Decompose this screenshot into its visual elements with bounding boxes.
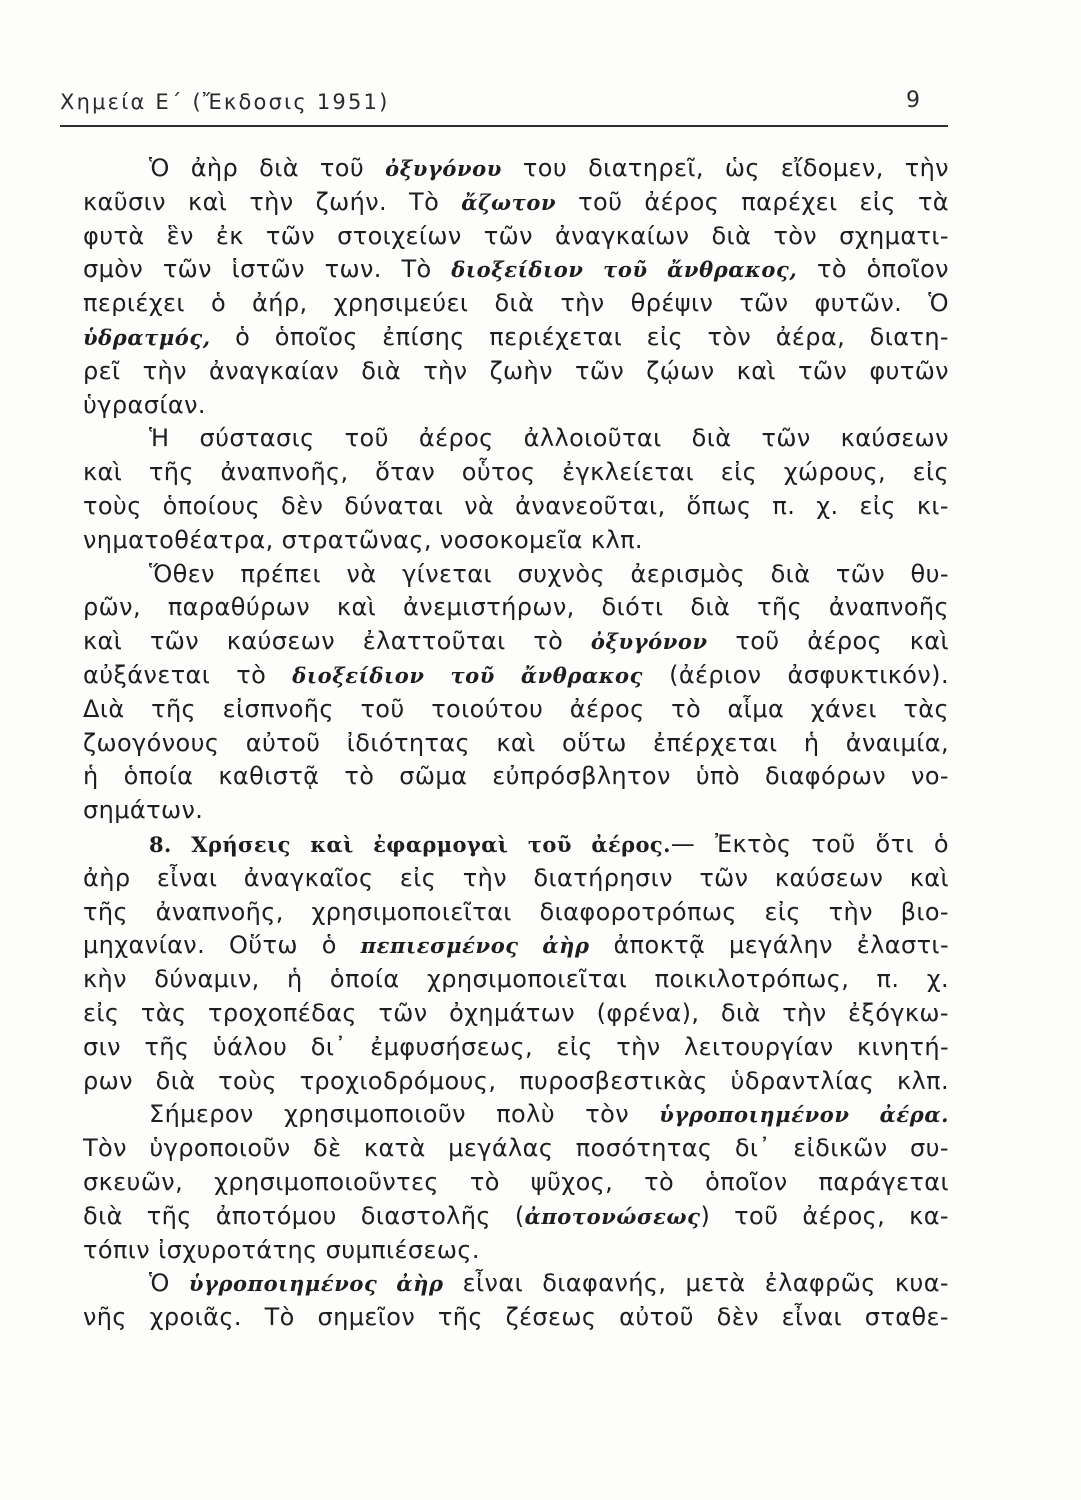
emphasized-term: ὀξυγόνον (590, 629, 708, 655)
text-line (83, 490, 949, 524)
text-segment: καὶ τῆς ἀναπνοῆς, ὅταν οὗτος ἐγκλείεται εἰς χώρους, εἰς (83, 458, 949, 487)
running-header (60, 88, 948, 128)
text-line (83, 321, 949, 355)
text-segment: Ὁ ἀὴρ διὰ τοῦ (149, 154, 386, 182)
text-segment: ἀὴρ εἶναι ἀναγκαῖος εἰς τὴν διατήρησιν τῶν καύσεων καὶ (83, 863, 949, 892)
text-segment: σκευῶν, χρησιμοποιοῦντες τὸ ψῦχος, τὸ ὁποῖον παράγεται (83, 1167, 949, 1196)
text-segment: καὶ τῶν καύσεων ἐλαττοῦται τὸ (83, 627, 591, 656)
text-segment: αὐξάνεται τὸ (83, 660, 293, 689)
text-segment: Διὰ τῆς εἰσπνοῆς τοῦ τοιούτου ἀέρος τὸ αἷμα χάνει τὰς (83, 694, 949, 723)
text-segment: ζωογόνους αὐτοῦ ἰδιότητας καὶ οὕτω ἐπέρχεται ἡ ἀναιμία, (83, 728, 949, 757)
emphasized-term: διοξείδιον τοῦ ἄνθρακος, (451, 257, 798, 283)
emphasized-term: ὑγροποιημένος ἀὴρ (188, 1271, 444, 1297)
page-number: 9 (906, 88, 920, 113)
text-line (83, 287, 949, 321)
text-line (83, 625, 949, 659)
text-line (83, 1200, 949, 1234)
text-line (83, 422, 949, 456)
text-line (83, 659, 949, 693)
section-heading: 8. Χρήσεις καὶ ἐφαρμογαὶ τοῦ ἀέρος. (149, 831, 671, 857)
text-segment: εἰς τὰς τροχοπέδας τῶν ὀχημάτων (φρένα), διὰ τὴν ἐξόγκω- (83, 998, 949, 1027)
emphasized-term: διοξείδιον τοῦ ἄνθρακος (292, 662, 644, 688)
text-line (83, 963, 949, 997)
text-segment: κὴν δύναμιν, ἡ ὁποία χρησιμοποιεῖται ποικιλοτρόπως, π. χ. (83, 965, 949, 994)
text-line (83, 896, 949, 930)
text-segment: διὰ τῆς ἀποτόμου διαστολῆς ( (83, 1201, 525, 1230)
text-line (83, 456, 949, 490)
emphasized-term: πεπιεσμένος ἀὴρ (360, 933, 590, 959)
text-segment: μηχανίαν. Οὕτω ὁ (83, 931, 361, 960)
text-segment: ὑγρασίαν. (83, 390, 206, 419)
text-line (83, 828, 949, 862)
text-line (83, 1065, 949, 1099)
text-segment: Ἡ σύστασις τοῦ ἀέρος ἀλλοιοῦται διὰ τῶν καύσεων (149, 424, 949, 453)
text-segment: ) τοῦ ἀέρος, κα- (700, 1201, 949, 1230)
text-segment: φυτὰ ἓν ἐκ τῶν στοιχείων τῶν ἀναγκαίων διὰ τὸν σχηματι- (83, 221, 949, 250)
text-line (83, 220, 949, 254)
emphasized-term: ἄζωτον (461, 189, 557, 215)
text-segment: τὸ ὁποῖον (797, 255, 949, 284)
text-line (83, 1301, 949, 1335)
text-segment: (ἀέριον ἀσφυκτικόν). (643, 660, 949, 689)
text-segment: τοῦ ἀέρος καὶ (707, 627, 950, 656)
text-segment: τοὺς ὁποίους δὲν δύναται νὰ ἀνανεοῦται, ὅπως π. χ. εἰς κι- (83, 491, 949, 520)
emphasized-term: ἀποτονώσεως (524, 1203, 701, 1229)
running-header-title: Χημεία Ε΄ (Ἔκδοσις 1951) (60, 90, 390, 114)
text-segment: ρεῖ τὴν ἀναγκαίαν διὰ τὴν ζωὴν τῶν ζῴων καὶ τῶν φυτῶν (83, 356, 949, 385)
text-line (83, 558, 949, 592)
text-segment: ἡ ὁποία καθιστᾷ τὸ σῶμα εὐπρόσβλητον ὑπὸ διαφόρων νο- (83, 762, 949, 791)
text-line (83, 355, 949, 389)
text-segment: ἀποκτᾷ μεγάλην ἐλαστι- (589, 931, 950, 960)
text-segment: ρῶν, παραθύρων καὶ ἀνεμιστήρων, διότι διὰ τῆς ἀναπνοῆς (83, 593, 949, 622)
text-segment: νῆς χροιᾶς. Τὸ σημεῖον τῆς ζέσεως αὐτοῦ δὲν εἶναι σταθε- (83, 1303, 949, 1332)
body-text (83, 152, 949, 1335)
header-rule (60, 125, 948, 127)
emphasized-term: ὑδρατμός, (83, 324, 211, 350)
text-segment: ρων διὰ τοὺς τροχιοδρόμους, πυροσβεστικὰς ὑδραντλίας κλπ. (83, 1066, 949, 1095)
text-segment: τοῦ ἀέρος παρέχει εἰς τὰ (556, 187, 950, 216)
text-line (83, 591, 949, 625)
text-line (83, 1166, 949, 1200)
text-line (83, 760, 949, 794)
text-segment: περιέχει ὁ ἀήρ, χρησιμεύει διὰ τὴν θρέψιν τῶν φυτῶν. Ὁ (83, 289, 949, 318)
text-line (83, 997, 949, 1031)
text-line (83, 1031, 949, 1065)
text-line (83, 693, 949, 727)
text-segment: εἶναι διαφανής, μετὰ ἐλαφρῶς κυα- (443, 1269, 949, 1298)
text-line (83, 1098, 949, 1132)
text-line (83, 152, 949, 186)
text-line (83, 524, 949, 558)
text-line (83, 1132, 949, 1166)
emphasized-term: ὀξυγόνου (385, 156, 502, 181)
emphasized-term: ὑγροποιημένον ἀέρα. (659, 1102, 949, 1128)
text-line (83, 1267, 949, 1301)
text-segment: σιν τῆς ὑάλου δι᾿ ἐμφυσήσεως, εἰς τὴν λειτουργίαν κινητή- (83, 1032, 949, 1061)
text-segment: νηματοθέατρα, στρατῶνας, νοσοκομεῖα κλπ. (83, 525, 643, 554)
text-line (83, 186, 949, 220)
text-segment: — Ἐκτὸς τοῦ ὅτι ὁ (670, 829, 949, 858)
text-line (83, 929, 949, 963)
text-segment: Ὅθεν πρέπει νὰ γίνεται συχνὸς ἀερισμὸς διὰ τῶν θυ- (149, 559, 949, 588)
text-segment: Ὁ (149, 1269, 189, 1298)
text-line (83, 862, 949, 896)
text-segment: Σήμερον χρησιμοποιοῦν πολὺ τὸν (149, 1100, 660, 1129)
text-segment: Τὸν ὑγροποιοῦν δὲ κατὰ μεγάλας ποσότητας δι᾿ εἰδικῶν συ- (83, 1134, 949, 1163)
text-line (83, 253, 949, 287)
text-segment: τόπιν ἰσχυροτάτης συμπιέσεως. (83, 1235, 480, 1264)
text-line (83, 727, 949, 761)
text-segment: τῆς ἀναπνοῆς, χρησιμοποιεῖται διαφοροτρόπως εἰς τὴν βιο- (83, 897, 949, 926)
text-segment: ὁ ὁποῖος ἐπίσης περιέχεται εἰς τὸν ἀέρα, διατη- (210, 322, 949, 351)
text-line (83, 794, 949, 828)
text-line (83, 1234, 949, 1268)
text-segment: του διατηρεῖ, ὡς εἴδομεν, τὴν (501, 154, 949, 182)
text-segment: σημάτων. (83, 796, 204, 825)
text-segment: σμὸν τῶν ἱστῶν των. Τὸ (83, 255, 452, 284)
text-line (83, 389, 949, 423)
text-segment: καῦσιν καὶ τὴν ζωήν. Τὸ (83, 187, 462, 216)
